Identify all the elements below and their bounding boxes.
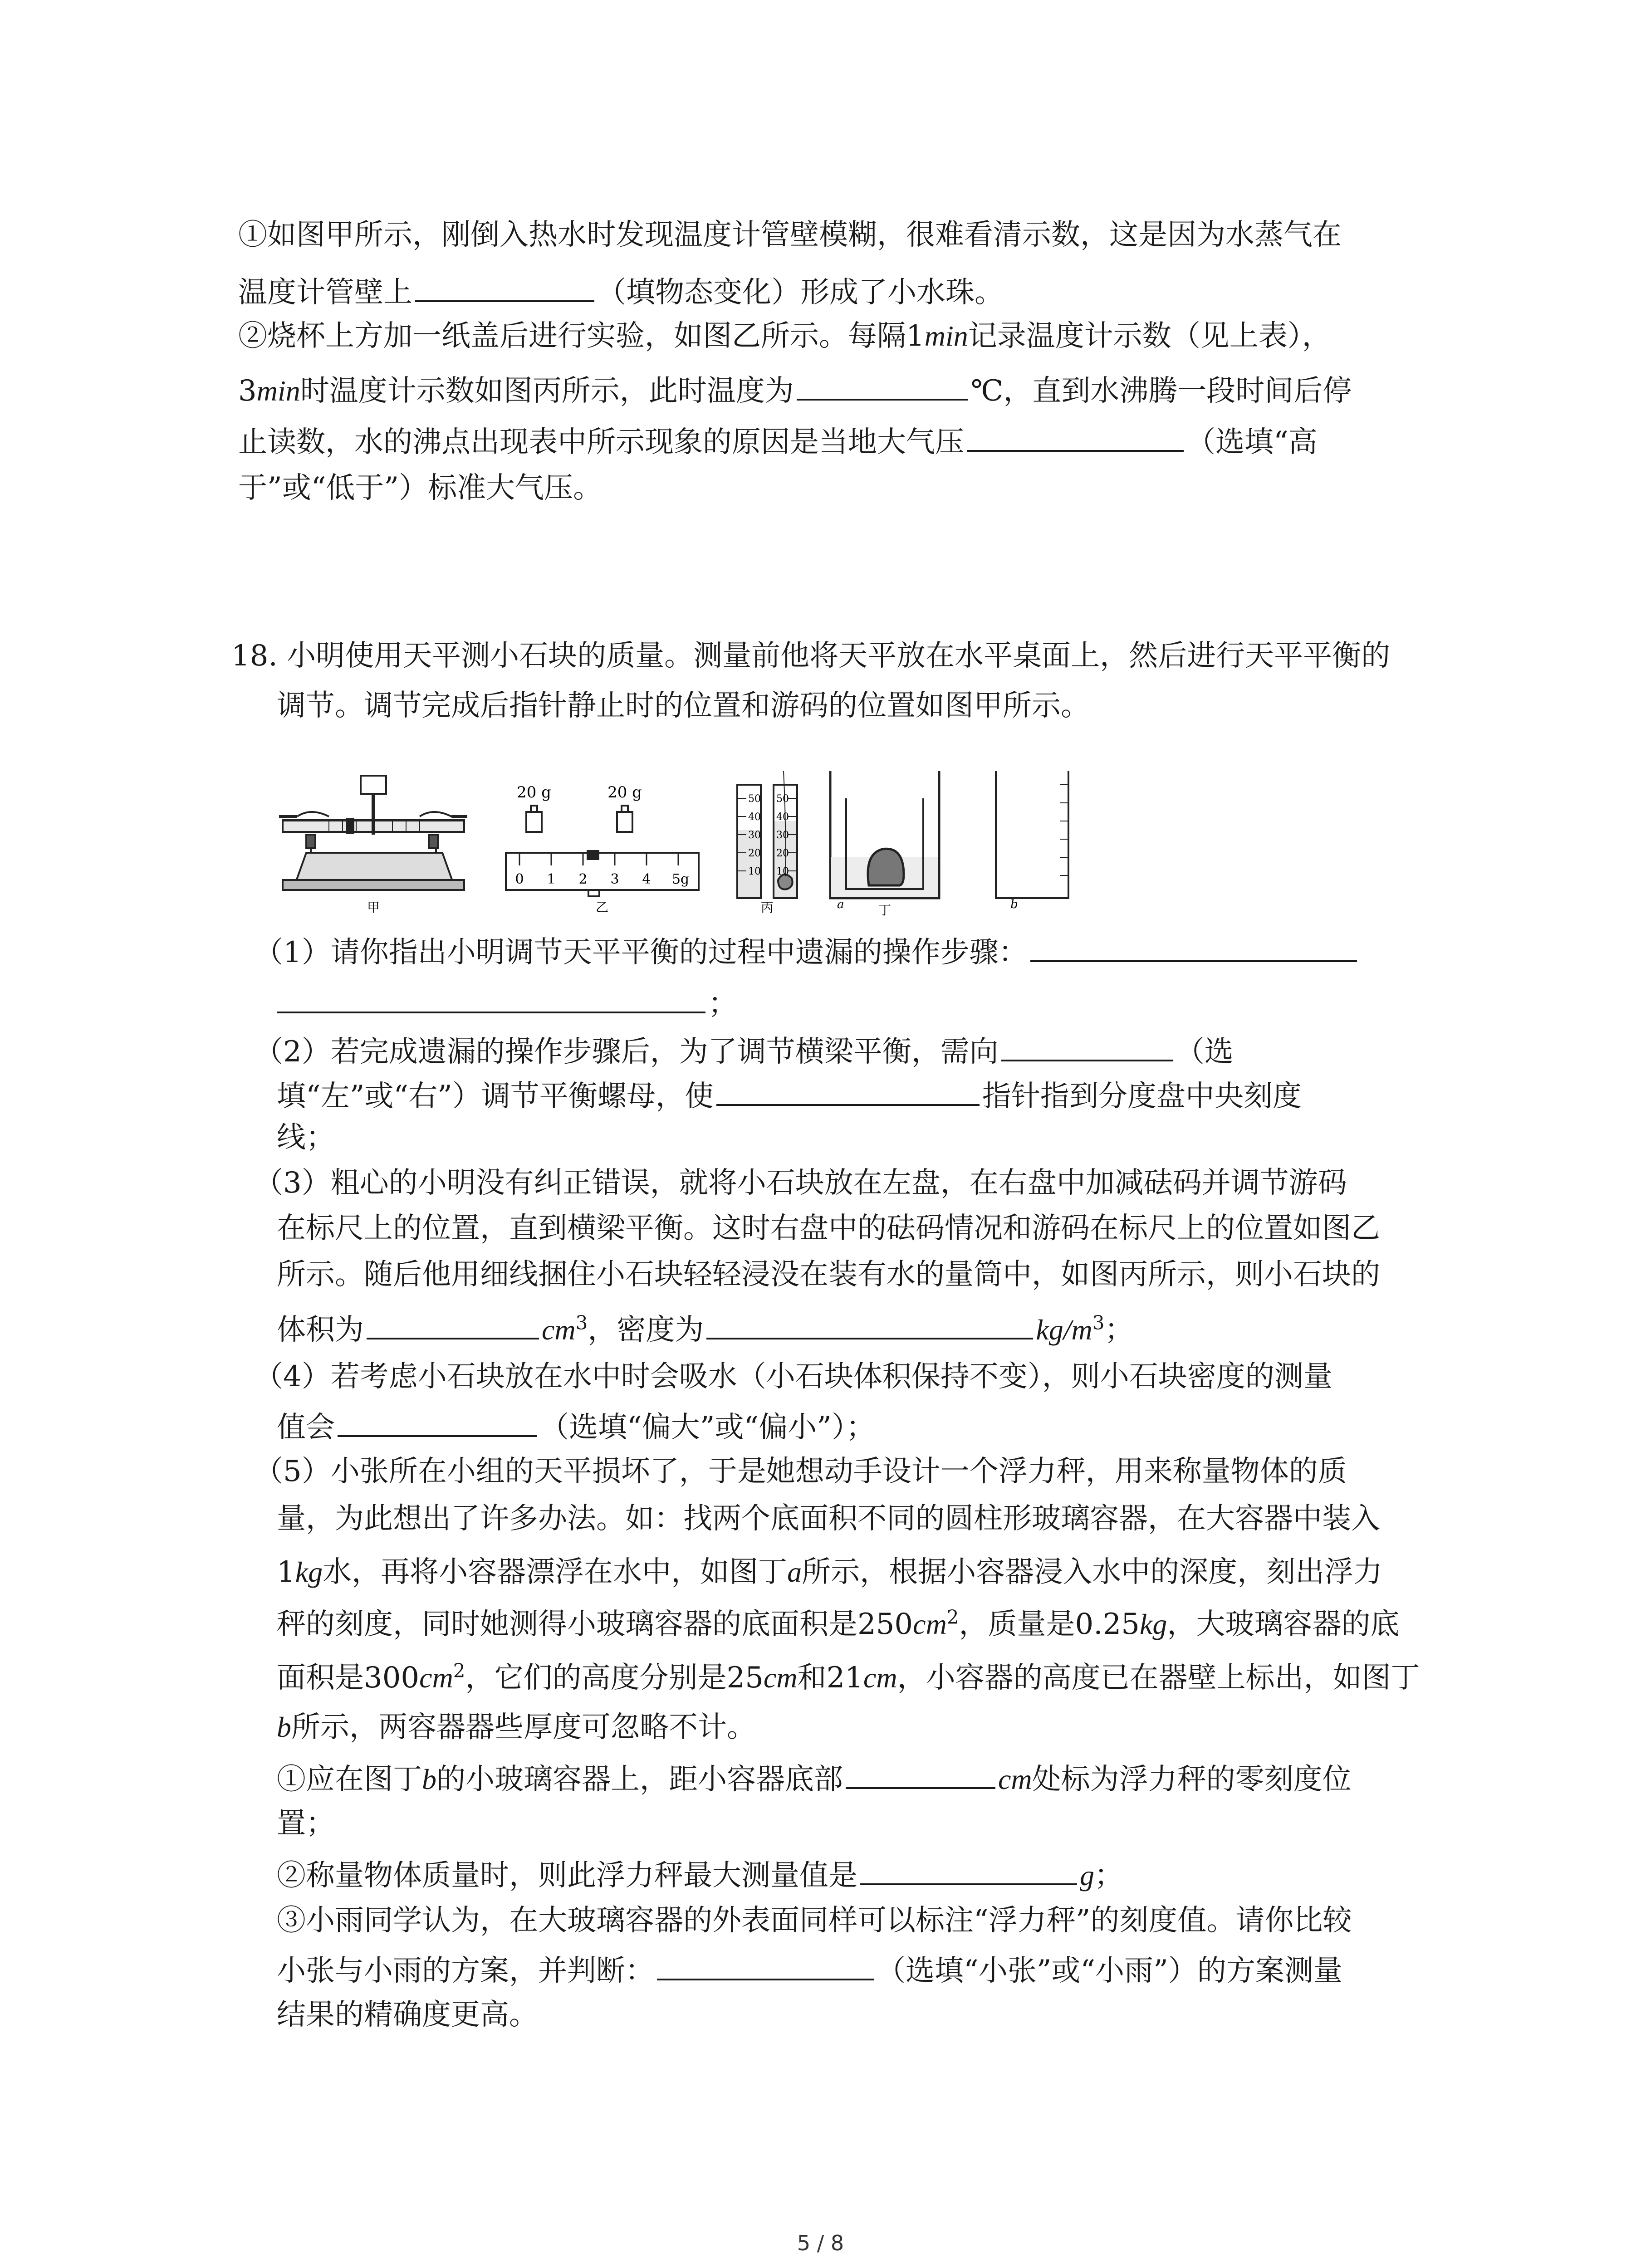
answer-blank[interactable] bbox=[860, 1851, 1077, 1885]
question-number: 18. bbox=[231, 639, 278, 673]
answer-blank[interactable] bbox=[338, 1403, 537, 1437]
figure-sublabel-a: a bbox=[837, 898, 844, 911]
answer-blank[interactable] bbox=[1030, 928, 1357, 962]
text-line: 填“左”或“右”）调节平衡螺母，使 指针指到分度盘中央刻度 bbox=[277, 1071, 1302, 1118]
weights-ruler-figure bbox=[506, 806, 699, 896]
text-line: （5）小张所在小组的天平损坏了，于是她想动手设计一个浮力秤，用来称量物体的质 bbox=[254, 1455, 1347, 1488]
text-line: ②称量物体质量时，则此浮力秤最大测量值是 g； bbox=[277, 1851, 1123, 1897]
ruler-tick-label: 0 bbox=[515, 871, 524, 887]
cylinder-tick-label: 40 bbox=[748, 811, 761, 823]
figure-label-ding: 丁 bbox=[878, 903, 892, 918]
cylinder-tick-label: 50 bbox=[776, 793, 789, 805]
question-18-stem: 18. 小明使用天平测小石块的质量。测量前他将天平放在水平桌面上，然后进行天平平衡的 bbox=[231, 639, 1391, 673]
weight-label: 20 g bbox=[517, 783, 551, 802]
answer-blank[interactable] bbox=[967, 417, 1184, 452]
text-line: 体积为 $cm^3$，密度为 $kg/m^3$； bbox=[277, 1305, 1134, 1352]
cylinder-tick-label: 20 bbox=[776, 848, 789, 859]
cylinder-tick-label: 10 bbox=[776, 866, 789, 877]
text-line: （3）粗心的小明没有纠正错误，就将小石块放在左盘，在右盘中加减砝码并调节游码 bbox=[254, 1166, 1347, 1200]
cylinder-tick-label: 20 bbox=[748, 848, 761, 859]
text-line: （2）若完成遗漏的操作步骤后，为了调节横梁平衡，需向 （选 bbox=[254, 1027, 1234, 1074]
answer-blank[interactable] bbox=[706, 1305, 1033, 1339]
figure-group bbox=[279, 767, 1078, 921]
cylinder-tick-label: 40 bbox=[776, 811, 789, 823]
text-line: ②烧杯上方加一纸盖后进行实验，如图乙所示。每隔1min记录温度计示数（见上表）， bbox=[238, 319, 1331, 353]
figure-label-jia: 甲 bbox=[367, 900, 380, 915]
figure-sublabel-b: b bbox=[1010, 898, 1018, 911]
text-line: 小张与小雨的方案，并判断： （选填“小张”或“小雨”）的方案测量 bbox=[277, 1946, 1342, 1993]
text-line: ①如图甲所示，刚倒入热水时发现温度计管壁模糊，很难看清示数，这是因为水蒸气在 bbox=[238, 218, 1342, 252]
text-line: 温度计管壁上 （填物态变化）形成了小水珠。 bbox=[238, 268, 1004, 314]
ruler-tick-label: 5g bbox=[671, 871, 690, 887]
balance-figure bbox=[279, 776, 467, 890]
text-line: 秤的刻度，同时她测得小玻璃容器的底面积是$250cm^2$，质量是0.25kg，大玻璃容器的底 bbox=[277, 1606, 1400, 1641]
answer-blank[interactable] bbox=[846, 1755, 995, 1789]
ruler-tick-label: 2 bbox=[578, 871, 588, 887]
answer-blank[interactable] bbox=[367, 1305, 539, 1339]
text-line: 量，为此想出了许多办法。如：找两个底面积不同的圆柱形玻璃容器，在大容器中装入 bbox=[277, 1502, 1380, 1535]
text-line: 值会 （选填“偏大”或“偏小”）； bbox=[277, 1403, 875, 1449]
answer-blank[interactable] bbox=[277, 979, 705, 1013]
text-line: ①应在图丁b的小玻璃容器上，距小容器底部 cm处标为浮力秤的零刻度位 bbox=[277, 1755, 1352, 1801]
cylinder-tick-label: 50 bbox=[748, 793, 761, 805]
text-line: 在标尺上的位置，直到横梁平衡。这时右盘中的砝码情况和游码在标尺上的位置如图乙 bbox=[277, 1212, 1380, 1245]
text-line: 1kg水，再将小容器漂浮在水中，如图丁a所示，根据小容器浸入水中的深度，刻出浮力 bbox=[277, 1555, 1383, 1589]
text-line: 所示。随后他用细线捆住小石块轻轻浸没在装有水的量筒中，如图丙所示，则小石块的 bbox=[277, 1258, 1380, 1291]
text-line: ； bbox=[277, 979, 737, 1026]
text-line: 置； bbox=[277, 1807, 335, 1840]
text-line: 结果的精确度更高。 bbox=[277, 1998, 538, 2032]
text-line: 3min时温度计示数如图丙所示，此时温度为 ℃，直到水沸腾一段时间后停 bbox=[238, 366, 1352, 413]
text-line: b所示，两容器器些厚度可忽略不计。 bbox=[277, 1711, 756, 1744]
ruler-tick-label: 3 bbox=[610, 871, 619, 887]
cylinder-tick-label: 10 bbox=[748, 866, 761, 877]
answer-blank[interactable] bbox=[657, 1946, 874, 1980]
cylinder-tick-label: 30 bbox=[748, 830, 761, 841]
text-line: 面积是$300cm^2$，它们的高度分别是25cm和21cm，小容器的高度已在器壁上标出，如图丁 bbox=[277, 1659, 1420, 1695]
answer-blank[interactable] bbox=[415, 268, 594, 302]
text-line: （4）若考虑小石块放在水中时会吸水（小石块体积保持不变），则小石块密度的测量 bbox=[254, 1360, 1332, 1393]
text-line: ③小雨同学认为，在大玻璃容器的外表面同样可以标注“浮力秤”的刻度值。请你比较 bbox=[277, 1904, 1352, 1937]
text-line: （1）请你指出小明调节天平平衡的过程中遗漏的操作步骤： bbox=[254, 928, 1360, 974]
ruler-tick-label: 1 bbox=[547, 871, 556, 887]
text-line: 止读数，水的沸点出现表中所示现象的原因是当地大气压 （选填“高 bbox=[238, 417, 1318, 464]
answer-blank[interactable] bbox=[1001, 1027, 1173, 1061]
weight-label: 20 g bbox=[607, 783, 642, 802]
containers-figure bbox=[830, 771, 1068, 898]
ruler-tick-label: 4 bbox=[642, 871, 651, 887]
answer-blank[interactable] bbox=[797, 366, 968, 401]
text-line: 调节。调节完成后指针静止时的位置和游码的位置如图甲所示。 bbox=[277, 689, 1090, 723]
figure-label-yi: 乙 bbox=[595, 900, 609, 915]
answer-blank[interactable] bbox=[716, 1071, 980, 1106]
figure-label-bing: 丙 bbox=[760, 900, 774, 915]
text-line: 线； bbox=[277, 1121, 335, 1154]
page-number: 5 / 8 bbox=[797, 2231, 844, 2255]
cylinder-tick-label: 30 bbox=[776, 830, 789, 841]
text-line: 于”或“低于”）标准大气压。 bbox=[238, 471, 603, 505]
